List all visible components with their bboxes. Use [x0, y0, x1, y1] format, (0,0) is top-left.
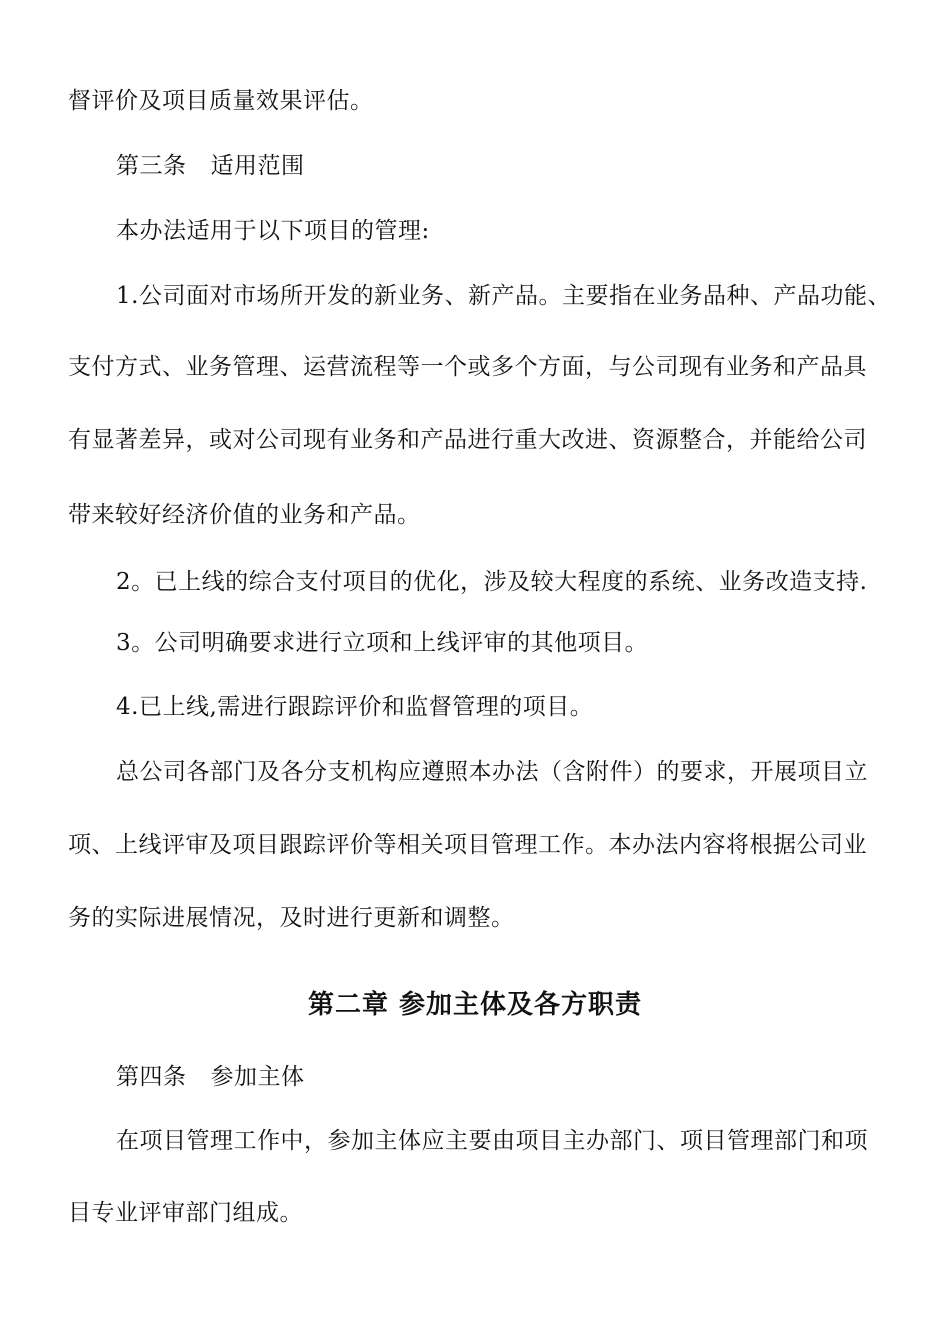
text-line: 支付方式、业务管理、运营流程等一个或多个方面，与公司现有业务和产品具 [68, 354, 867, 380]
article-3-title: 适用范围 [210, 153, 305, 179]
article-3-label: 第三条 [116, 153, 187, 179]
article-4-label: 第四条 [116, 1064, 187, 1090]
text-line: 务的实际进展情况，及时进行更新和调整。 [68, 905, 515, 931]
text-line: 总公司各部门及各分支机构应遵照本办法（含附件）的要求，开展项目立 [116, 759, 868, 785]
text-line: 项、上线评审及项目跟踪评价等相关项目管理工作。本办法内容将根据公司业 [68, 832, 867, 858]
article-3-heading [116, 151, 305, 181]
text-line: 2。已上线的综合支付项目的优化，涉及较大程度的系统、业务改造支持. [116, 569, 868, 595]
text-line: 4.已上线,需进行跟踪评价和监督管理的项目。 [116, 694, 594, 720]
text-line: 带来较好经济价值的业务和产品。 [68, 502, 421, 528]
article-4-title: 参加主体 [210, 1064, 305, 1090]
text-line: 3。公司明确要求进行立项和上线评审的其他项目。 [116, 630, 649, 656]
text-line: 目专业评审部门组成。 [68, 1200, 303, 1226]
chapter-2-heading: 第二章 参加主体及各方职责 [307, 990, 643, 1020]
text-line: 有显著差异，或对公司现有业务和产品进行重大改进、资源整合，并能给公司 [68, 427, 867, 453]
article-4-heading [116, 1062, 305, 1092]
scope-intro: 本办法适用于以下项目的管理: [116, 218, 430, 244]
text-line: 在项目管理工作中，参加主体应主要由项目主办部门、项目管理部门和项 [116, 1128, 868, 1154]
text-line: 1.公司面对市场所开发的新业务、新产品。主要指在业务品种、产品功能、 [116, 283, 891, 309]
text-line: 督评价及项目质量效果评估。 [68, 88, 374, 114]
